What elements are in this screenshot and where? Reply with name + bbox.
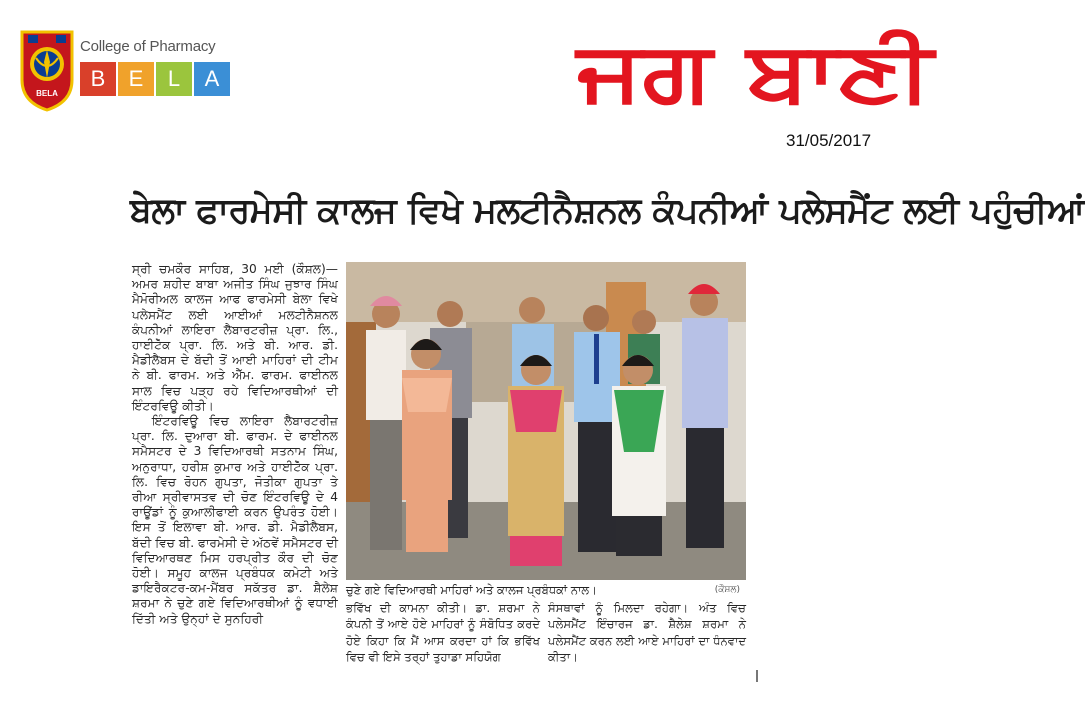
person bbox=[366, 296, 406, 550]
college-name: College of Pharmacy bbox=[80, 38, 216, 55]
bela-wordmark bbox=[80, 62, 230, 96]
caption-text: ਚੁਣੇ ਗਏ ਵਿਦਿਆਰਥੀ ਮਾਹਿਰਾਂ ਅਤੇ ਕਾਲਜ ਪ੍ਰਬੰਧਕਾਂ ਨਾਲ। bbox=[346, 583, 597, 597]
person bbox=[508, 355, 564, 566]
publication-date: 31/05/2017 bbox=[786, 131, 872, 150]
college-logo bbox=[18, 28, 238, 114]
article-paragraph: ਇੰਟਰਵਿਊ ਵਿਚ ਲਾਇਰਾ ਲੈਬਾਰਟਰੀਜ਼ ਪ੍ਰਾ. ਲਿ. ਦੁਆਰਾ ਬੀ. ਫਾਰਮ. ਦੇ ਫਾਈਨਲ ਸਮੈਸਟਰ ਦੇ 3 ਵਿਦਿਆਰਥੀ ਸਤਨਾਮ ਸਿੰਘ, ਅਨੁਰਾਧਾ, ਹਰੀਸ਼ ਕੁਮਾਰ ਅਤੇ ਹਾਈਟੇੱਕ ਪ੍ਰਾ. ਲਿ. ਵਿਚ ਰੋਹਨ ਗੁਪਤਾ, ਜੋਤੀਕਾ ਗੁਪਤਾ ਤੇ ਰੀਆ ਸ੍ਰੀਵਾਸਤਵ ਦੀ ਚੋਣ ਇੰਟਰਵਿਊ ਦੇ 4 ਰਾਊਂਡਾਂ ਨੂੰ ਕੁਆਲੀਫਾਈ ਕਰਨ ਉਪਰੰਤ ਹੋਈ। ਇਸ ਤੋਂ ਇਲਾਵਾ ਬੀ. ਆਰ. ਡੀ. ਮੈਡੀਲੈਬਸ, ਬੱਦੀ ਵਿਚ ਬੀ. ਫਾਰਮੇਸੀ ਦੇ ਅੱਠਵੇਂ ਸਮੈਸਟਰ ਦੀ ਵਿਦਿਆਰਥਣ ਮਿਸ ਹਰਪ੍ਰੀਤ ਕੌਰ ਦੀ ਚੋਣ ਹੋਈ। ਸਮੂਹ ਕਾਲਜ ਪ੍ਰਬੰਧਕ ਕਮੇਟੀ ਅਤੇ ਡਾਇਰੈਕਟਰ-ਕਮ-ਮੈਂਬਰ ਸਕੱਤਰ ਡਾ. ਸ਼ੈਲੇਸ਼ ਸ਼ਰਮਾ ਨੇ ਚੁਣੇ ਗਏ ਵਿਦਿਆਰਥੀਆਂ ਨੂੰ ਵਧਾਈ ਦਿੱਤੀ ਅਤੇ ਉਨ੍ਹਾਂ ਦੇ ਸੁਨਹਿਰੀ bbox=[132, 414, 338, 626]
photo-credit: (ਕੌਸ਼ਲ) bbox=[714, 585, 740, 595]
bela-letter: L bbox=[156, 62, 192, 96]
bela-letter: A bbox=[194, 62, 230, 96]
person bbox=[402, 339, 452, 552]
bela-letter: B bbox=[80, 62, 116, 96]
article-paragraph: ਸੰਸਥਾਵਾਂ ਨੂੰ ਮਿਲਦਾ ਰਹੇਗਾ। ਅੰਤ ਵਿਚ ਪਲੇਸਮੈਂਟ ਇੰਚਾਰਜ ਡਾ. ਸ਼ੈਲੇਸ਼ ਸ਼ਰਮਾ ਨੇ ਪਲੇਸਮੈਂਟ ਕਰਨ ਲਈ ਆਏ ਮਾਹਿਰਾਂ ਦਾ ਧੰਨਵਾਦ ਕੀਤਾ। bbox=[548, 601, 746, 665]
bela-letter: E bbox=[118, 62, 154, 96]
newspaper-masthead bbox=[570, 16, 940, 122]
article-headline: ਬੇਲਾ ਫਾਰਮੇਸੀ ਕਾਲਜ ਵਿਖੇ ਮਲਟੀਨੈਸ਼ਨਲ ਕੰਪਨੀਆਂ ਪਲੇਸਮੈਂਟ ਲਈ ਪਹੁੰਚੀਆਂ bbox=[130, 191, 1085, 231]
newspaper-name: ਜਗ ਬਾਣੀ bbox=[573, 25, 938, 120]
article-column-right bbox=[548, 600, 746, 680]
person bbox=[682, 284, 728, 548]
article-paragraph: ਭਵਿੱਖ ਦੀ ਕਾਮਨਾ ਕੀਤੀ। ਡਾ. ਸ਼ਰਮਾ ਨੇ ਕੰਪਨੀ ਤੋਂ ਆਏ ਹੋਏ ਮਾਹਿਰਾਂ ਨੂੰ ਸੰਬੋਧਿਤ ਕਰਦੇ ਹੋਏ ਕਿਹਾ ਕਿ ਮੈਂ ਆਸ ਕਰਦਾ ਹਾਂ ਕਿ ਭਵਿੱਖ ਵਿਚ ਵੀ ਇਸੇ ਤਰ੍ਹਾਂ ਤੁਹਾਡਾ ਸਹਿਯੋਗ bbox=[346, 601, 540, 665]
group-photo bbox=[346, 262, 746, 580]
article-paragraph: ਸ੍ਰੀ ਚਮਕੌਰ ਸਾਹਿਬ, 30 ਮਈ (ਕੌਸ਼ਲ)— ਅਮਰ ਸ਼ਹੀਦ ਬਾਬਾ ਅਜੀਤ ਸਿੰਘ ਜੁਝਾਰ ਸਿੰਘ ਮੈਮੋਰੀਅਲ ਕਾਲਜ ਆਫ ਫਾਰਮੇਸੀ ਬੇਲਾ ਵਿਖੇ ਪਲੇਸਮੈਂਟ ਲਈ ਆਈਆਂ ਮਲਟੀਨੈਸ਼ਨਲ ਕੰਪਨੀਆਂ ਲਾਇਰਾ ਲੈਬਾਰਟਰੀਜ਼ ਪ੍ਰਾ. ਲਿ., ਹਾਈਟੇੱਕ ਪ੍ਰਾ. ਲਿ. ਅਤੇ ਬੀ. ਆਰ. ਡੀ. ਮੈਡੀਲੈਬਸ ਦੇ ਬੱਦੀ ਤੋਂ ਆਈ ਮਾਹਿਰਾਂ ਦੀ ਟੀਮ ਨੇ ਬੀ. ਫਾਰਮ. ਅਤੇ ਐੱਮ. ਫਾਰਮ. ਫਾਈਨਲ ਸਾਲ ਵਿਚ ਪੜ੍ਹ ਰਹੇ ਵਿਦਿਆਰਥੀਆਂ ਦੀ ਇੰਟਰਵਿਊ ਕੀਤੀ। bbox=[132, 262, 338, 413]
article-column-middle bbox=[346, 600, 540, 680]
seal-text: BELA bbox=[36, 89, 58, 98]
photo-caption bbox=[346, 582, 746, 598]
photo-illustration bbox=[346, 262, 746, 580]
clipping-edge-mark bbox=[756, 670, 758, 682]
article-column-left bbox=[132, 262, 338, 682]
college-seal-icon bbox=[18, 28, 76, 112]
